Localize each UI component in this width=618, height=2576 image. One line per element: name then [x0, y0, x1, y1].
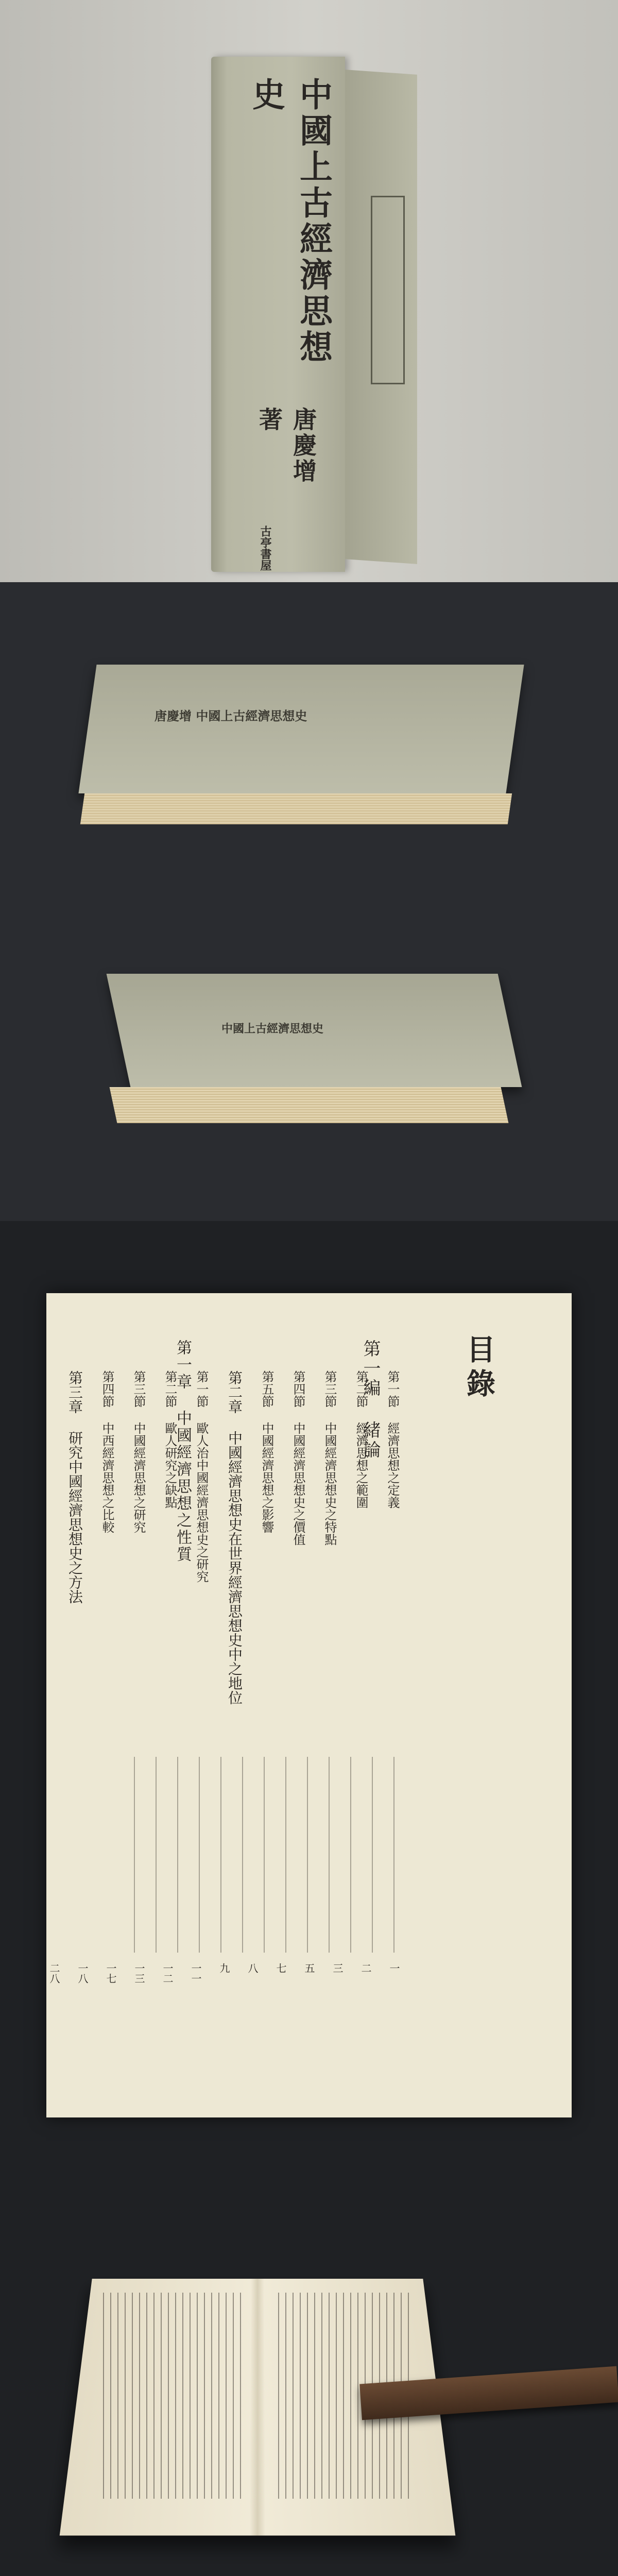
page-number: 二: [359, 1963, 372, 1973]
page-number: 一八: [76, 1963, 89, 1984]
page-number: 一三: [133, 1963, 145, 1984]
page-number: 九: [218, 1963, 230, 1973]
spine-author: 唐慶增 著: [255, 407, 317, 484]
book-page-edge: [80, 793, 512, 824]
toc-entry: 第一節 經濟思想之定義: [385, 1370, 400, 1509]
toc-entry: 第四節 中國經濟思想史之價值: [291, 1370, 305, 1546]
page-number: 七: [274, 1963, 287, 1973]
spine-publisher: 古亭書屋: [259, 526, 272, 571]
page-number: 一: [388, 1963, 400, 1973]
toc-entry: 第一節 歐人治中國經濟思想史之研究: [194, 1370, 209, 1583]
page-number: 一七: [105, 1963, 117, 1984]
photo-open-book-1: [0, 2200, 618, 2576]
page-number: 八: [246, 1963, 259, 1973]
toc-paper: [46, 1293, 572, 2117]
page-number: 一一: [190, 1963, 202, 1984]
text-lines-left: [103, 2293, 247, 2499]
toc-page-numbers: [0, 1963, 402, 1984]
page-number: 二八: [48, 1963, 60, 1984]
photo-book-top: [0, 582, 618, 902]
book-cover-top: [78, 665, 524, 793]
toc-chapter-1: 第一章 中國經濟思想之性質: [174, 1340, 192, 1563]
spine-label-small-2: 中國上古經濟思想史: [221, 1022, 324, 1036]
toc-entry: 第二節 歐人研究之缺點: [163, 1370, 177, 1509]
toc-entry: 第四節 中西經濟思想之比較: [100, 1370, 114, 1533]
book-page-edge-2: [110, 1087, 509, 1123]
spine-title: 中國上古經濟思想史: [247, 77, 333, 366]
toc-entry: 第五節 中國經濟思想之影響: [260, 1370, 274, 1533]
spine-label-small: 唐慶增 中國上古經濟思想史: [154, 708, 307, 723]
photo-book-side: [0, 902, 618, 1221]
toc-heading: 目錄: [462, 1334, 496, 1402]
cover-emblem: [371, 196, 405, 384]
page-number: 三: [331, 1963, 344, 1973]
toc-leaders: [113, 1757, 402, 1953]
toc-entry: 第三節 中國經濟思想之研究: [131, 1370, 146, 1533]
toc-entry: 第三節 中國經濟思想史之特點: [322, 1370, 337, 1546]
toc-chapter-2: 第二章 中國經濟思想史在世界經濟思想史中之地位: [226, 1370, 243, 1705]
page-number: 五: [303, 1963, 315, 1973]
toc-chapter-3: 第三章 研究中國經濟思想史之方法: [66, 1370, 83, 1604]
photo-toc-page: [0, 1221, 618, 2200]
toc-entry: 第二節 經濟思想之範圍: [354, 1370, 368, 1509]
page-number: 一二: [161, 1963, 174, 1984]
toc-part-label: 第一編 緒論: [360, 1340, 381, 1460]
photo-spine: [0, 0, 618, 582]
